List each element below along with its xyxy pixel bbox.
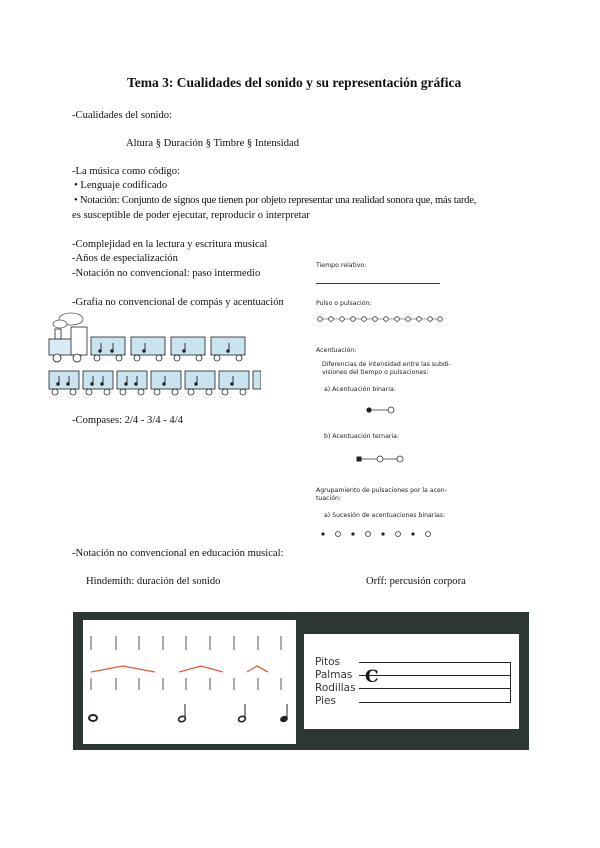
side-binary-label: a) Acentuación binaria: <box>324 386 396 393</box>
orff-label-palmas: Palmas <box>315 669 353 681</box>
side-group-line-2: tuación: <box>316 495 342 502</box>
hindemith-diagram <box>83 620 296 744</box>
meters-text: -Compases: 2/4 - 3/4 - 4/4 <box>72 415 183 426</box>
side-accent-desc-2: visiones del tiempo o pulsaciones: <box>322 369 429 376</box>
page-title: Tema 3: Cualidades del sonido y su representación gráfica <box>127 75 462 90</box>
code-bullet-notation: • Notación: Conjunto de signos que tienen por objeto representar una realidad sonora que, más tarde, <box>74 195 477 206</box>
orff-caption: Orff: percusión corpora <box>366 576 466 587</box>
side-ternary-label: b) Acentuación ternaria: <box>324 433 400 440</box>
binary-accent-diagram <box>364 405 398 415</box>
complexity-line-1: -Complejidad en la lectura y escritura musical <box>72 239 268 250</box>
complexity-line-3: -Notación no convencional: paso intermedio <box>72 268 261 279</box>
pulse-diagram <box>316 314 446 324</box>
side-tempo-label: Tiempo relativo: <box>316 262 367 269</box>
ternary-accent-diagram <box>354 453 406 465</box>
orff-staff-line-3 <box>359 688 510 689</box>
side-pulse-label: Pulso o pulsación: <box>316 300 372 307</box>
orff-label-rodillas: Rodillas <box>315 682 356 694</box>
side-accent-heading: Acentuación: <box>316 347 357 354</box>
complexity-line-2: -Años de especialización <box>72 253 178 264</box>
qualities-heading: -Cualidades del sonido: <box>72 110 173 121</box>
succession-diagram <box>318 528 442 540</box>
train-illustration <box>45 311 261 399</box>
orff-staff-line-2 <box>359 675 510 676</box>
education-heading: -Notación no convencional en educación musical: <box>72 548 284 559</box>
orff-staff <box>359 662 511 703</box>
side-accent-desc-1: Diferencias de intensidad entre las subdi- <box>322 361 451 368</box>
hindemith-caption: Hindemith: duración del sonido <box>86 576 221 587</box>
qualities-list: Altura § Duración § Timbre § Intensidad <box>126 138 300 149</box>
side-succession-label: a) Sucesión de acentuaciones binarias: <box>324 512 446 519</box>
orff-label-pies: Pies <box>315 695 336 707</box>
orff-label-pitos: Pitos <box>315 656 341 668</box>
side-tempo-line <box>316 283 440 284</box>
orff-time-signature: C <box>365 667 379 687</box>
side-group-line-1: Agrupamiento de pulsaciones por la acen- <box>316 487 447 494</box>
code-bullet-language: • Lenguaje codificado <box>74 180 168 191</box>
code-bullet-notation-cont: es susceptible de poder ejecutar, reproducir o interpretar <box>72 210 310 221</box>
code-heading: -La música como código: <box>72 166 180 177</box>
graphic-heading: -Grafía no convencional de compás y acentuación <box>72 297 284 308</box>
